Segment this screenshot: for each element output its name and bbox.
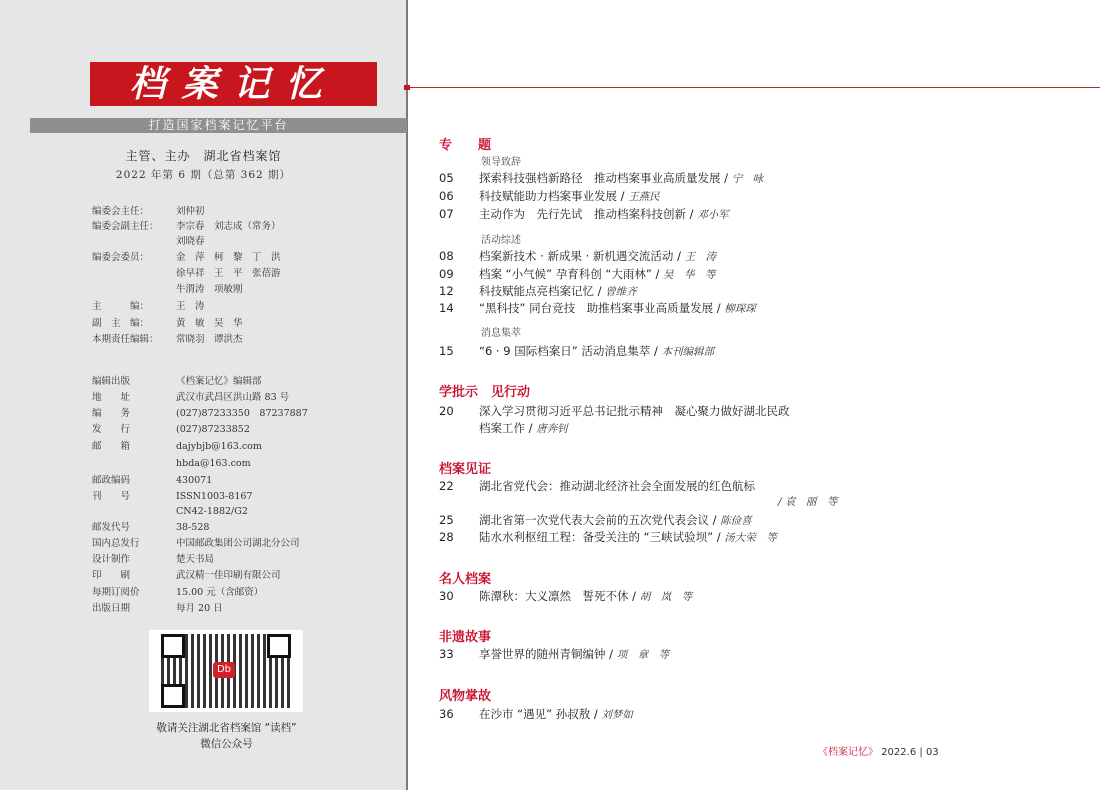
masthead-logo: 档案记忆: [90, 62, 377, 106]
publishing-value: 中国邮政集团公司湖北分公司: [176, 538, 300, 549]
publishing-key: 国内总发行: [92, 538, 140, 549]
publishing-value: 武汉市武昌区洪山路 83 号: [176, 392, 290, 403]
editorial-value: 牛渭涛 项敏刚: [176, 284, 243, 295]
publishing-key: 邮政编码: [92, 475, 131, 486]
publishing-key: 邮发代号: [92, 522, 131, 533]
folio-separator: |: [919, 747, 923, 758]
editorial-row: [92, 220, 281, 233]
publishing-value: ISSN1003-8167: [176, 491, 253, 502]
entry-author: 柳琛琛: [724, 303, 756, 315]
publishing-row: [92, 521, 209, 534]
editorial-value: 刘晓春: [176, 236, 205, 247]
section-title: 专 题: [439, 138, 492, 153]
publishing-row: [92, 440, 262, 453]
publishing-row: [92, 423, 250, 436]
slogan: 打造国家档案记忆平台: [30, 118, 407, 133]
entry-author: 吴 华 等: [662, 269, 716, 281]
publishing-value: 430071: [176, 475, 213, 486]
publishing-value: 每月 20 日: [176, 603, 223, 614]
folio-page: 03: [925, 747, 939, 758]
editorial-value: 徐早祥 王 平 张蓓游: [176, 268, 281, 279]
editorial-row: [92, 267, 281, 280]
toc-entry-continued[interactable]: [778, 494, 837, 509]
toc-entry[interactable]: [439, 343, 714, 359]
publishing-key: 编辑出版: [92, 376, 131, 387]
editorial-key: 主 编：: [92, 301, 150, 312]
qr-logo-icon: Db: [213, 662, 235, 678]
editorial-key: 副 主 编：: [92, 318, 150, 329]
entry-title: 湖北省第一次党代表大会前的五次党代表会议 /: [479, 513, 721, 527]
editorial-value: 黄 敏 吴 华: [176, 318, 243, 329]
publishing-row: [92, 490, 252, 503]
follow-text-2: 微信公众号: [200, 738, 253, 750]
qr-finder-icon: [267, 634, 291, 658]
page-number: 09: [439, 267, 454, 281]
publishing-row: [92, 569, 281, 582]
section-title: 学批示 见行动: [439, 385, 531, 400]
toc-entry-continued[interactable]: [479, 420, 568, 436]
publishing-row: [92, 391, 289, 404]
issue-number: 2022 年第 6 期（总第 362 期）: [115, 169, 292, 181]
publishing-key: 邮 箱: [92, 441, 131, 452]
entry-title: 湖北省党代会：推动湖北经济社会全面发展的红色航标: [479, 479, 755, 493]
publishing-value[interactable]: dajybjb@163.com: [176, 441, 262, 452]
red-marker: [404, 85, 410, 90]
section-title: 非遗故事: [439, 630, 492, 645]
follow-text: 敬请关注湖北省档案馆 “读档”: [156, 722, 297, 734]
toc-entry[interactable]: [439, 300, 756, 316]
page-number: 05: [439, 171, 454, 185]
entry-title: 档案工作 /: [479, 421, 537, 435]
toc-entry[interactable]: [439, 478, 755, 494]
toc-entry[interactable]: [439, 170, 763, 186]
subsection-title: 活动综述: [481, 235, 521, 246]
entry-title: 主动作为 先行先试 推动档案科技创新 /: [479, 207, 698, 221]
editorial-value: 刘仲初: [176, 206, 205, 217]
editorial-value: 王 涛: [176, 301, 205, 312]
editorial-row: [92, 283, 243, 296]
qr-finder-icon: [161, 634, 185, 658]
entry-author: 宁 咏: [731, 173, 764, 185]
page-number: 25: [439, 513, 454, 527]
publishing-key: 发 行: [92, 424, 131, 435]
toc-entry[interactable]: [439, 266, 715, 282]
editorial-key: 本期责任编辑：: [92, 334, 159, 345]
entry-title: 档案 “小气候” 孕育科创 “大雨林” /: [479, 267, 663, 281]
publishing-value: 38-528: [176, 522, 210, 533]
entry-title: 探索科技强档新路径 推动档案事业高质量发展 /: [479, 171, 732, 185]
publishing-row: [92, 602, 223, 615]
publishing-row: [92, 586, 263, 599]
page-number: 08: [439, 249, 454, 263]
publishing-row: [92, 553, 214, 566]
toc-entry[interactable]: [439, 248, 716, 264]
editorial-row: [92, 333, 243, 346]
entry-title: 科技赋能点亮档案记忆 /: [479, 284, 606, 298]
sponsor: 主管、主办 湖北省档案馆: [125, 149, 282, 163]
toc-entry[interactable]: [439, 512, 752, 528]
publishing-row: [92, 375, 262, 388]
toc-entry[interactable]: [439, 706, 633, 722]
publishing-value: 15.00 元（含邮资）: [176, 587, 264, 598]
entry-author: 王燕民: [628, 191, 660, 203]
entry-title: 陆水水利枢纽工程：备受关注的 “三峡试验坝” /: [479, 530, 725, 544]
entry-author: 项 章 等: [616, 649, 670, 661]
publishing-row: [92, 407, 308, 420]
entry-author: 曾维齐: [605, 286, 637, 298]
page-number: 30: [439, 589, 454, 603]
entry-title: 深入学习贯彻习近平总书记批示精神 凝心聚力做好湖北民政: [479, 404, 790, 418]
entry-author: 本刊编辑部: [661, 346, 715, 358]
entry-title: “黑科技” 同台竞技 助推档案事业高质量发展 /: [479, 301, 725, 315]
folio-title: 《档案记忆》: [818, 747, 878, 758]
editorial-row: [92, 300, 205, 313]
editorial-row: [92, 205, 205, 218]
entry-title: 陈潭秋：大义凛然 誓死不休 /: [479, 589, 640, 603]
toc-entry[interactable]: [439, 646, 669, 662]
entry-title: 享誉世界的随州青铜编钟 /: [479, 647, 617, 661]
section-title: 档案见证: [439, 462, 492, 477]
page-folio: [818, 743, 939, 758]
entry-author: 胡 岚 等: [639, 591, 693, 603]
publishing-value: (027)87233350 87237887: [176, 408, 308, 419]
publishing-value: 楚天书局: [176, 554, 215, 565]
publishing-value: 《档案记忆》编辑部: [176, 376, 262, 387]
editorial-key: 编委会委员：: [92, 252, 150, 263]
page-number: 36: [439, 707, 454, 721]
toc-entry[interactable]: [439, 283, 637, 299]
toc-entry[interactable]: [439, 206, 729, 222]
entry-title: 档案新技术 · 新成果 · 新机遇交流活动 /: [479, 249, 685, 263]
editorial-value: 金 萍 柯 黎 丁 洪: [176, 252, 281, 263]
entry-title: 在沙市 “遇见” 孙叔敖 /: [479, 707, 602, 721]
entry-author: 汤大荣 等: [724, 532, 777, 544]
editorial-value: 常晓羽 谭洪杰: [176, 334, 243, 345]
top-rule: [408, 87, 1100, 88]
page-number: 12: [439, 284, 454, 298]
entry-author: 王 涛: [684, 251, 717, 263]
page-number: 20: [439, 404, 454, 418]
toc-entry[interactable]: [439, 188, 660, 204]
publishing-key: 刊 号: [92, 491, 131, 502]
publishing-key: 印 刷: [92, 570, 131, 581]
entry-author: 邓小军: [697, 209, 729, 221]
entry-title: 科技赋能助力档案事业发展 /: [479, 189, 629, 203]
page-number: 28: [439, 530, 454, 544]
publishing-key: 编 务: [92, 408, 131, 419]
editorial-row: [92, 317, 243, 330]
publishing-value: 武汉精一佳印刷有限公司: [176, 570, 281, 581]
publishing-row: [92, 505, 248, 518]
page-number: 22: [439, 479, 454, 493]
publishing-key: 设计制作: [92, 554, 131, 565]
publishing-row: [92, 457, 251, 470]
publishing-row: [92, 537, 300, 550]
publishing-row: [92, 474, 212, 487]
section-title: 风物掌故: [439, 689, 492, 704]
folio-date: 2022.6: [881, 747, 917, 758]
publishing-key: 出版日期: [92, 603, 131, 614]
entry-author: 陈俭喜: [720, 515, 752, 527]
page-number: 33: [439, 647, 454, 661]
page-number: 15: [439, 344, 454, 358]
publishing-value: (027)87233852: [176, 424, 250, 435]
publishing-key: 地 址: [92, 392, 131, 403]
entry-title: “6 · 9 国际档案日” 活动消息集萃 /: [479, 344, 662, 358]
editorial-value: 李宗春 刘志成（常务）: [176, 221, 281, 232]
toc-entry[interactable]: [439, 403, 790, 419]
entry-author: 唐奔钊: [536, 423, 568, 435]
publishing-value[interactable]: hbda@163.com: [176, 458, 251, 469]
toc-entry[interactable]: [439, 588, 692, 604]
subsection-title: 领导致辞: [481, 157, 521, 168]
page-number: 14: [439, 301, 454, 315]
publishing-value: CN42-1882/G2: [176, 506, 248, 517]
qr-finder-icon: [161, 684, 185, 708]
publishing-key: 每期订阅价: [92, 587, 140, 598]
page-number: 06: [439, 189, 454, 203]
editorial-key: 编委会副主任：: [92, 221, 159, 232]
entry-author: 刘梦如: [601, 709, 633, 721]
editorial-row: [92, 251, 281, 264]
toc-entry[interactable]: [439, 529, 777, 545]
section-title: 名人档案: [439, 572, 492, 587]
page-number: 07: [439, 207, 454, 221]
subsection-title: 消息集萃: [481, 328, 521, 339]
editorial-key: 编委会主任：: [92, 206, 150, 217]
entry-author: / 袁 丽 等: [778, 496, 838, 508]
editorial-row: [92, 235, 205, 248]
